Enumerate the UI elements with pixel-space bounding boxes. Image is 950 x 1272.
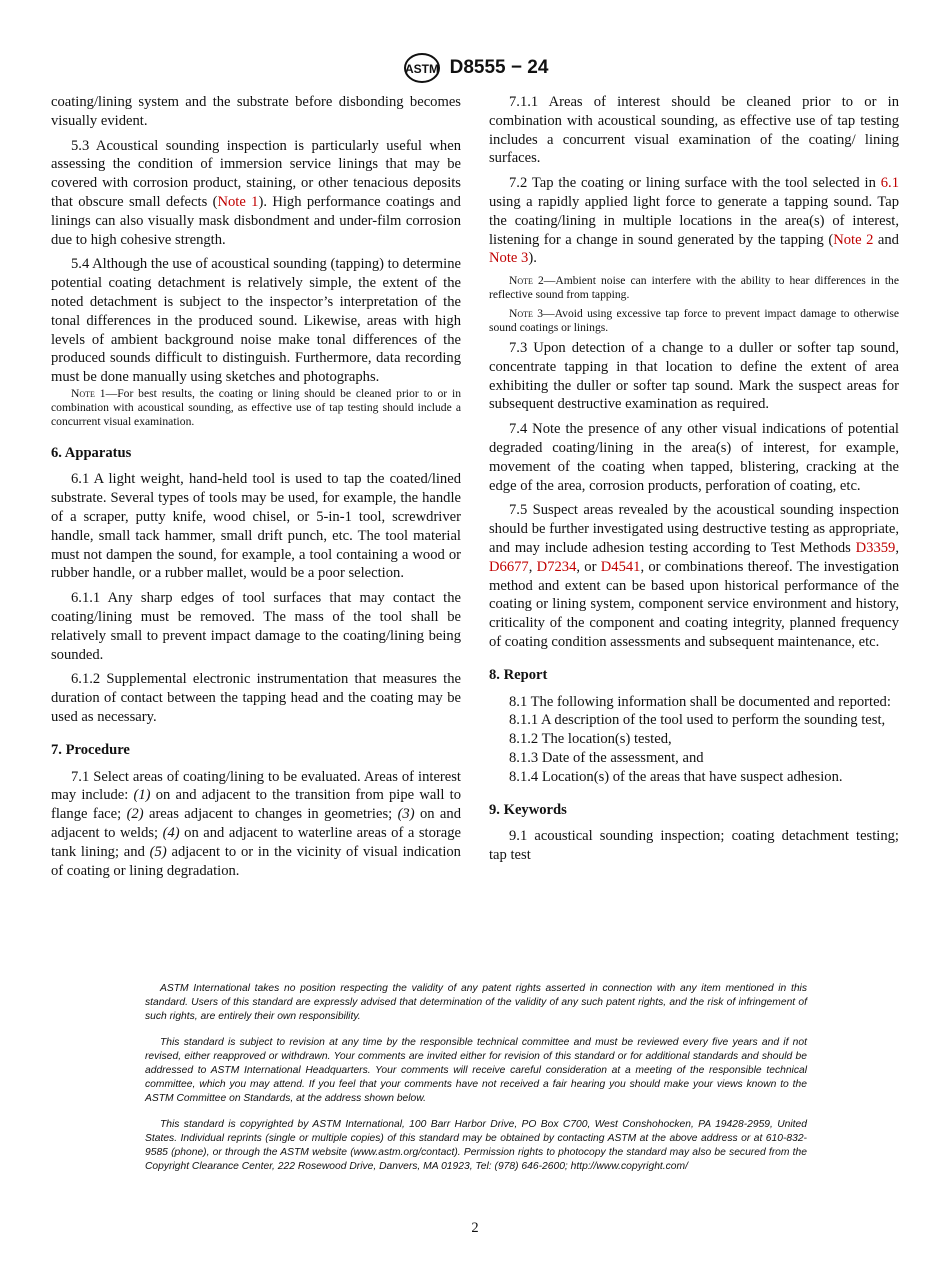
paragraph [489, 749, 899, 768]
list-marker: (4) [162, 824, 180, 841]
text-run: 8.1 The following information shall be documented and reported: [509, 693, 891, 710]
paragraph [51, 93, 461, 131]
text-run: 8.1.4 Location(s) of the areas that have suspect adhesion. [509, 768, 843, 785]
text-run: 6.1.2 Supplemental electronic instrumentation that measures the duration of contact between the tapping head and the coating may be used as necessary. [51, 671, 461, 725]
left-column [51, 93, 461, 886]
text-run: adjacent to or in the vicinity of visual indication of coating or lining degradation. [51, 843, 461, 879]
text-run: 7.3 Upon detection of a change to a duller or softer tap sound, concentrate tapping in that location to define the extent of area exhibiting the duller or softer tap sound. Mark the suspect areas for subsequent destructive examination as required. [489, 339, 899, 413]
text-run: ). High performance coatings and linings can also visually mask disbondment and under-film corrosion due to high cohesive strength. [51, 193, 461, 248]
list-marker: (2) [126, 806, 144, 823]
paragraph [489, 827, 899, 865]
paragraph [489, 730, 899, 749]
text-run: 9. Keywords [489, 801, 567, 818]
cross-reference-link[interactable]: D7234 [536, 558, 577, 575]
paragraph [51, 768, 461, 881]
text-run: —Avoid using excessive tap force to prevent impact damage to otherwise sound coatings or linings. [489, 306, 899, 334]
cross-reference-link[interactable]: Note 3 [489, 250, 529, 267]
text-run: 8.1.3 Date of the assessment, and [509, 749, 704, 766]
patent-notice: ASTM International takes no position respecting the validity of any patent rights asserted in connection with any item mentioned in this standard. Users of this standard are expressly advised that determination of the validity of any such patent rights, and the risk of infringement of such rights, are entirely their own responsibility. [145, 983, 807, 1022]
text-run: 9.1 acoustical sounding inspection; coating detachment testing; tap test [489, 828, 899, 864]
svg-text:ASTM: ASTM [404, 62, 439, 76]
text-run: 7. Procedure [51, 741, 130, 758]
text-run: 5.3 Acoustical sounding inspection is particularly useful when assessing the condition of immersion service linings that may be covered with corrosion product, staining, or other tenacious deposits that obscure small defects ( [51, 137, 461, 210]
section-heading [51, 444, 461, 463]
paragraph [489, 93, 899, 168]
document-designation: D8555 − 24 [449, 57, 549, 78]
paragraph [51, 470, 461, 583]
paragraph [489, 339, 899, 414]
text-run: areas adjacent to changes in geometries; [143, 806, 398, 823]
text-run: 7.1.1 Areas of interest should be cleaned prior to or in combination with acoustical sounding, as effective use of tap testing includes a concurrent visual examination of the coating/ lining surfaces. [489, 94, 899, 167]
list-marker: (5) [149, 843, 167, 860]
page-header [0, 52, 950, 84]
paragraph [51, 137, 461, 250]
page-number: 2 [471, 1220, 479, 1236]
section-heading [51, 741, 461, 760]
text-run: 8. Report [489, 666, 548, 683]
paragraph [51, 255, 461, 387]
text-run: , or combinations thereof. The investigation method and extent can be based upon historical performance of the coating or lining system, component service environment and history, criticality of the component and coating integrity, planned frequency of coating condition assessments and subsequent maintenance, etc. [489, 558, 900, 650]
revision-notice: This standard is subject to revision at any time by the responsible technical committee and must be reviewed every five years and if not revised, either reapproved or withdrawn. Your comments are invited either for revision of this standard or for additional standards and should be addressed to ASTM International Headquarters. Your comments will receive careful consideration at a meeting of the responsible technical committee, which you may attend. If you feel that your comments have not received a fair hearing you should make your views known to the ASTM Committee on Standards, at the address shown below. [145, 1037, 807, 1104]
text-run: 6.1 A light weight, hand-held tool is used to tap the coated/lined substrate. Several types of tools may be used, for example, the handle of a scraper, putty knife, wood chisel, or 5-in-1 tool, screwdriver handle, small tack hammer, small drift punch, etc. The tool material must not dampen the sound, for example, a tool containing a wood or rubber handle, or a rubber mallet, would be a poor selection. [51, 471, 461, 582]
cross-reference-link[interactable]: D6677 [489, 558, 529, 575]
paragraph [51, 670, 461, 726]
section-heading [489, 801, 899, 820]
text-run: using a rapidly applied light force to generate a tapping sound. Tap the coating/lining in multiple locations in the area(s) of interest, listening for a change in sound generated by the tapping ( [489, 193, 899, 248]
copyright-footer [145, 982, 807, 1186]
text-run: 6. Apparatus [51, 444, 132, 461]
paragraph [489, 711, 899, 730]
text-run: , [528, 558, 537, 575]
text-run: 6.1.1 Any sharp edges of tool surfaces that may contact the coating/lining must be removed. The mass of the tool shall be relatively small to prevent impact damage to the coating/lining being sounded. [51, 590, 461, 663]
cross-reference-link[interactable]: Note 1 [217, 193, 259, 210]
text-run: on and adjacent to waterline areas of a storage tank lining; and [51, 824, 461, 860]
note-label: Note 1 [71, 386, 106, 400]
note-label: Note 2 [509, 274, 544, 288]
note-paragraph [489, 274, 899, 302]
text-run: , [895, 539, 899, 556]
text-run: 8.1.2 The location(s) tested, [509, 731, 672, 748]
note-paragraph [51, 387, 461, 430]
text-run: , or [576, 558, 601, 575]
cross-reference-link[interactable]: Note 2 [833, 231, 874, 248]
section-heading [489, 666, 899, 685]
cross-reference-link[interactable]: 6.1 [880, 175, 899, 192]
text-run: coating/lining system and the substrate before disbonding becomes visually evident. [51, 94, 461, 129]
cross-reference-link[interactable]: D4541 [600, 558, 641, 575]
copyright-notice: This standard is copyrighted by ASTM International, 100 Barr Harbor Drive, PO Box C700, West Conshohocken, PA 19428-2959, United States. Individual reprints (single or multiple copies) of this standard may be obtained by contacting ASTM at the above address or at 610-832-9585 (phone), or through the ASTM website (www.astm.org/contact). Permission rights to photocopy the standard may also be secured from the Copyright Clearance Center, 222 Rosewood Drive, Danvers, MA 01923, Tel: (978) 646-2600; http://www.copyright.com/ [145, 1119, 807, 1172]
text-run: 7.4 Note the presence of any other visual indications of potential degraded coating/lining in the area(s) of interest, for example, movement of the coating when tapped, blistering, cracking at the edge of the area, corrosion products, perforation of coating, etc. [489, 421, 899, 494]
list-marker: (3) [397, 806, 415, 823]
text-run: 5.4 Although the use of acoustical sounding (tapping) to determine potential coating detachment is relatively simple, the extent of the noted detachment is subject to the inspector’s interpretation of the tonal differences in the produced sound. Likewise, areas with high levels of ambient background noise make tonal differences of the produced sounds difficult to distinguish. Furthermore, data recording must be done manually using sketches and photographs. [51, 256, 461, 386]
text-run: —Ambient noise can interfere with the ability to hear differences in the reflective sound from tapping. [489, 274, 899, 302]
paragraph [489, 501, 899, 651]
text-run: 7.5 Suspect areas revealed by the acoustical sounding inspection should be further investigated using destructive testing as appropriate, and may include adhesion testing according to Test Methods [489, 502, 899, 556]
note-paragraph [489, 307, 899, 335]
text-run: —For best results, the coating or lining should be cleaned prior to or in combination with acoustical sounding, as effective use of tap testing should include a concurrent visual examination. [51, 386, 462, 429]
text-run: on and adjacent to welds; [51, 806, 461, 841]
paragraph [489, 693, 899, 712]
cross-reference-link[interactable]: D3359 [855, 539, 896, 556]
text-run: ). [528, 250, 537, 267]
note-label: Note 3 [509, 306, 544, 320]
text-run: 7.2 Tap the coating or lining surface with the tool selected in [509, 175, 881, 192]
paragraph [489, 768, 899, 787]
text-run: and [873, 231, 899, 248]
paragraph [51, 589, 461, 664]
list-marker: (1) [133, 787, 151, 804]
text-run: on and adjacent to the transition from pipe wall to flange face; [51, 787, 461, 823]
paragraph [489, 174, 899, 268]
right-column [489, 93, 899, 871]
text-run: 8.1.1 A description of the tool used to perform the sounding test, [509, 712, 886, 729]
astm-logo-icon [402, 52, 442, 84]
text-run: 7.1 Select areas of coating/lining to be evaluated. Areas of interest may include: [51, 768, 461, 804]
paragraph [489, 420, 899, 495]
